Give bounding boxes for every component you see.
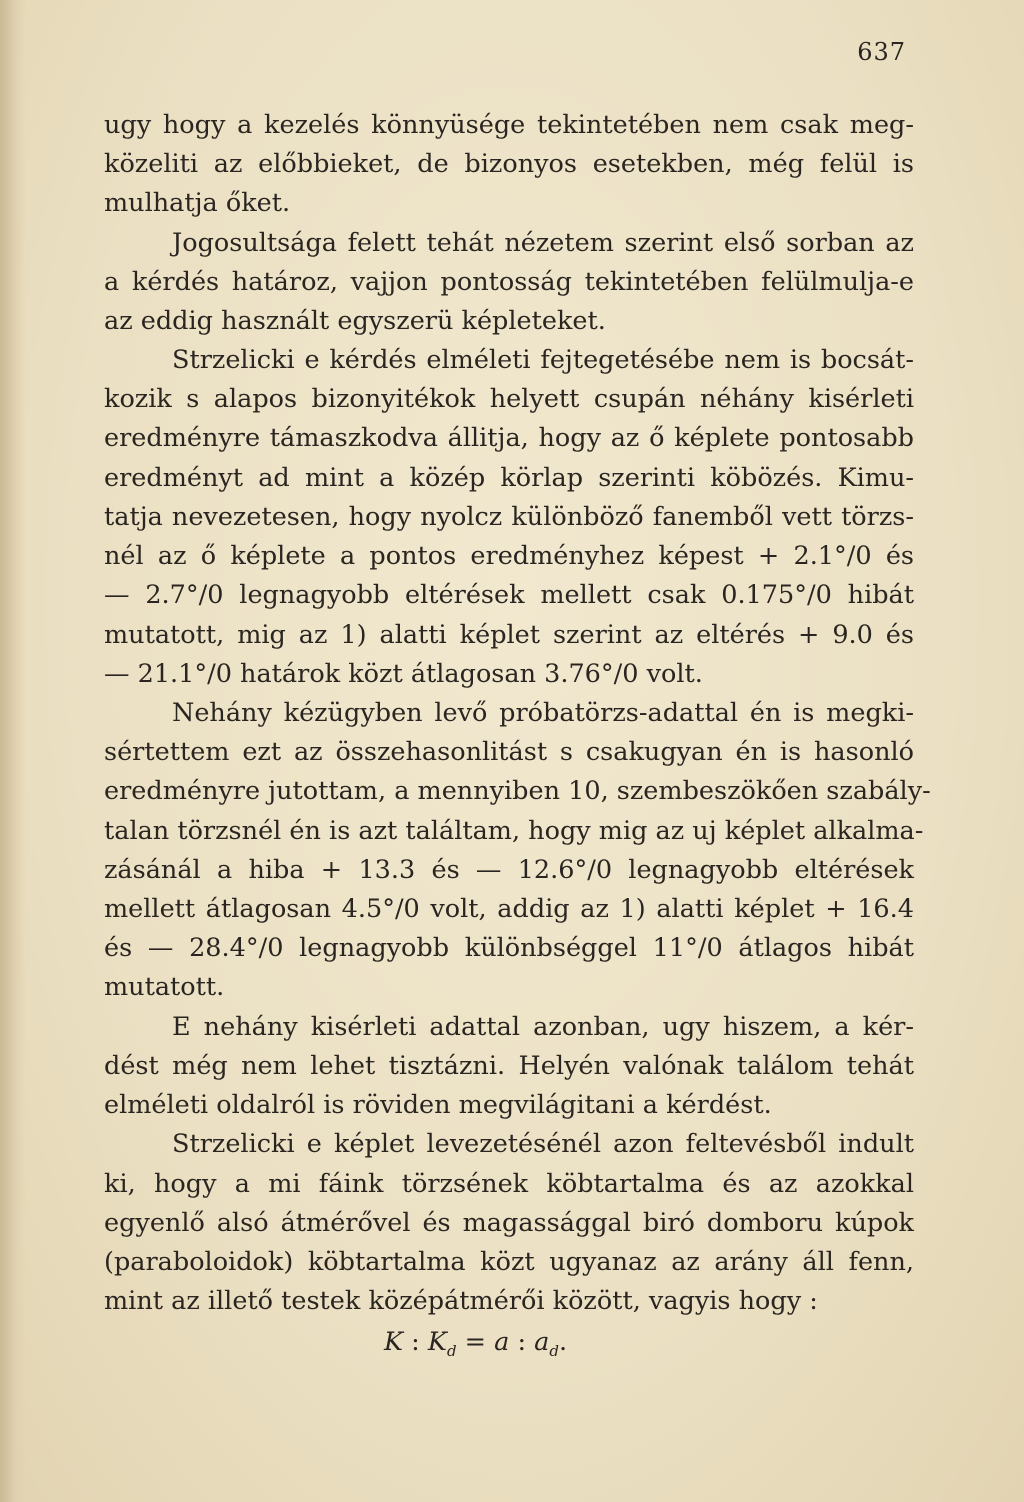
text-line: ugy hogy a kezelés könnyüsége tekintetében nem csak meg- — [104, 110, 914, 140]
text-line: talan törzsnél én is azt találtam, hogy mig az uj képlet alkalma- — [104, 816, 924, 846]
text-line: Strzelicki e képlet levezetésénél azon feltevésből indult — [172, 1129, 914, 1159]
equation-ad — [534, 1327, 559, 1361]
text-line: zásánál a hiba + 13.3 és — 12.6°/0 legnagyobb eltérések — [104, 855, 914, 885]
equation-k: K — [384, 1327, 404, 1357]
text-line: az eddig használt egyszerü képleteket. — [104, 306, 606, 336]
equation-colon: : — [411, 1327, 420, 1357]
text-line: ki, hogy a mi fáink törzsének köbtartalma és az azokkal — [104, 1169, 914, 1199]
text-line: mulhatja őket. — [104, 188, 291, 218]
text-line: és — 28.4°/0 legnagyobb különbséggel 11°/0 átlagos hibát — [104, 933, 914, 963]
text-line: tatja nevezetesen, hogy nyolcz különböző fanemből vett törzs- — [104, 502, 914, 532]
equation-period: . — [558, 1327, 568, 1357]
text-line: egyenlő alsó átmérővel és magassággal biró domboru kúpok — [104, 1208, 914, 1238]
text-line: mint az illető testek középátmérői között, vagyis hogy : — [104, 1286, 818, 1316]
text-line: E nehány kisérleti adattal azonban, ugy hiszem, a kér- — [172, 1012, 914, 1042]
equation-kd — [427, 1327, 457, 1361]
text-line: sértettem ezt az összehasonlitást s csakugyan én is hasonló — [104, 737, 914, 767]
equation-equals: = — [464, 1327, 487, 1357]
text-line: eredményre támaszkodva állitja, hogy az ő képlete pontosabb — [104, 423, 914, 453]
text-line: (paraboloidok) köbtartalma közt ugyanaz az arány áll fenn, — [104, 1247, 914, 1277]
text-line: közeliti az előbbieket, de bizonyos esetekben, még felül is — [104, 149, 914, 179]
text-line: — 21.1°/0 határok közt átlagosan 3.76°/0 volt. — [104, 659, 703, 689]
page-number: 637 — [857, 38, 906, 66]
text-line: elméleti oldalról is röviden megvilágitani a kérdést. — [104, 1090, 772, 1120]
text-line: Strzelicki e kérdés elméleti fejtegetésébe nem is bocsát- — [172, 345, 914, 375]
equation — [384, 1325, 567, 1368]
text-line: nél az ő képlete a pontos eredményhez képest + 2.1°/0 és — [104, 541, 914, 571]
equation-kd-sub: d — [446, 1342, 457, 1361]
text-line: dést még nem lehet tisztázni. Helyén valónak találom tehát — [104, 1051, 914, 1081]
text-line: Jogosultsága felett tehát nézetem szerint első sorban az — [172, 228, 914, 258]
text-line: mutatott. — [104, 972, 225, 1002]
text-line: eredményt ad mint a közép körlap szerinti köbözés. Kimu- — [104, 463, 914, 493]
equation-a: a — [494, 1327, 510, 1357]
text-line: — 2.7°/0 legnagyobb eltérések mellett csak 0.175°/0 hibát — [104, 580, 914, 610]
equation-kd-main: K — [427, 1327, 447, 1357]
text-line: mellett átlagosan 4.5°/0 volt, addig az 1) alatti képlet + 16.4 — [104, 894, 914, 924]
equation-ad-sub: d — [549, 1342, 559, 1361]
text-line: Nehány kézügyben levő próbatörzs-adattal én is megki- — [172, 698, 914, 728]
equation-colon: : — [517, 1327, 527, 1357]
text-line: a kérdés határoz, vajjon pontosság tekintetében felülmulja-e — [104, 267, 914, 297]
equation-ad-main: a — [534, 1327, 550, 1357]
text-line: mutatott, mig az 1) alatti képlet szerint az eltérés + 9.0 és — [104, 620, 914, 650]
page-gutter-shadow — [0, 0, 26, 1502]
text-line: kozik s alapos bizonyitékok helyett csupán néhány kisérleti — [104, 384, 914, 414]
text-line: eredményre jutottam, a mennyiben 10, szembeszökően szabály- — [104, 776, 931, 806]
